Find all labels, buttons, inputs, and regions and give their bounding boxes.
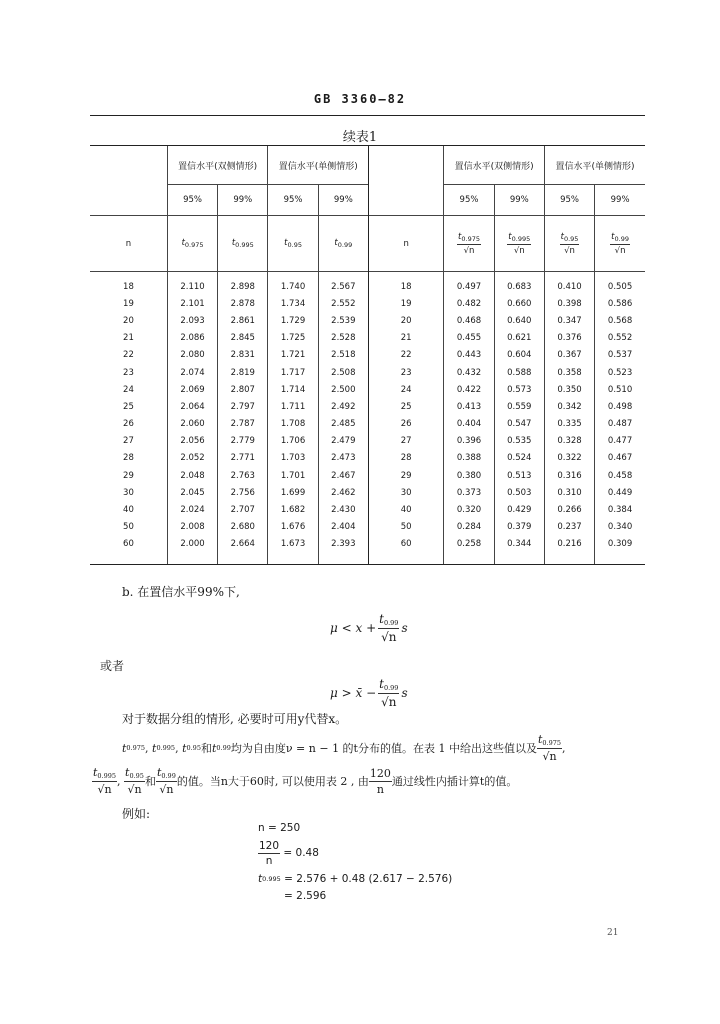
left-one-sided-header: 置信水平(单侧情形) bbox=[268, 146, 369, 185]
table-n-cell: 24 bbox=[123, 384, 134, 395]
explanation-line-2: $\frac{t_{0.995}}{√n}$ , $\frac{t_{0.95}}{√n}$ 和 $\frac{t_{0.99}}{√n}$ 的值。当n大于60时, 可以使用表 2 , 由 $\frac{120}{n}$ 通过线性内插计算t的值。 bbox=[93, 766, 518, 796]
table-value-cell: 0.588 bbox=[494, 364, 544, 381]
table-row bbox=[90, 536, 645, 553]
table-row bbox=[90, 364, 645, 381]
table-value-cell: 2.707 bbox=[218, 501, 268, 518]
table-value-cell: 2.898 bbox=[218, 278, 268, 295]
right-one-sided-header: 置信水平(单侧情形) bbox=[544, 146, 645, 185]
table-value-cell: 2.878 bbox=[218, 295, 268, 312]
table-n-cell: 21 bbox=[123, 333, 134, 344]
table-value-cell: 2.664 bbox=[218, 536, 268, 553]
table-title: 续表1 bbox=[342, 130, 378, 145]
table-value-cell: 0.432 bbox=[444, 364, 494, 381]
table-value-cell: 2.567 bbox=[318, 278, 368, 295]
table-value-cell: 2.518 bbox=[318, 347, 368, 364]
table-value-cell: 2.056 bbox=[167, 433, 217, 450]
table-n-cell: 60 bbox=[123, 539, 134, 550]
table-value-cell: 0.310 bbox=[544, 484, 594, 501]
table-value-cell: 2.045 bbox=[167, 484, 217, 501]
table-value-cell: 0.388 bbox=[444, 450, 494, 467]
table-value-cell: 0.358 bbox=[544, 364, 594, 381]
table-value-cell: 0.342 bbox=[544, 398, 594, 415]
table-value-cell: 2.473 bbox=[318, 450, 368, 467]
table-value-cell: 2.779 bbox=[218, 433, 268, 450]
table-value-cell: 2.093 bbox=[167, 312, 217, 329]
table-n-cell: 20 bbox=[123, 315, 134, 326]
table-row bbox=[90, 484, 645, 501]
table-value-cell: 0.347 bbox=[544, 312, 594, 329]
table-value-cell: 0.266 bbox=[544, 501, 594, 518]
table-value-cell: 0.284 bbox=[444, 519, 494, 536]
table-value-cell: 0.320 bbox=[444, 501, 494, 518]
table-value-cell: 0.396 bbox=[444, 433, 494, 450]
table-n-cell: 20 bbox=[368, 312, 443, 329]
table-value-cell: 2.763 bbox=[218, 467, 268, 484]
left-t-095-header: $t_{0.95}$ bbox=[268, 216, 318, 272]
left-t-099-header: $t_{0.99}$ bbox=[318, 216, 368, 272]
table-n-cell: 29 bbox=[123, 470, 134, 481]
table-value-cell: 0.573 bbox=[494, 381, 544, 398]
table-value-cell: 0.404 bbox=[444, 416, 494, 433]
right-level-95-two-sided: 95% bbox=[444, 185, 494, 216]
table-value-cell: 2.787 bbox=[218, 416, 268, 433]
table-value-cell: 0.547 bbox=[494, 416, 544, 433]
table-value-cell: 0.477 bbox=[595, 433, 645, 450]
table-row bbox=[90, 278, 645, 295]
table-n-cell: 18 bbox=[368, 278, 443, 295]
table-value-cell: 0.258 bbox=[444, 536, 494, 553]
table-value-cell: 0.237 bbox=[544, 519, 594, 536]
table-row bbox=[90, 312, 645, 329]
table-value-cell: 0.568 bbox=[595, 312, 645, 329]
table-value-cell: 0.510 bbox=[595, 381, 645, 398]
table-value-cell: 0.328 bbox=[544, 433, 594, 450]
table-value-cell: 0.640 bbox=[494, 312, 544, 329]
t-distribution-table bbox=[90, 145, 645, 565]
table-n-cell: 40 bbox=[123, 505, 134, 516]
example-calculation bbox=[258, 820, 452, 904]
table-value-cell: 0.586 bbox=[595, 295, 645, 312]
table-value-cell: 2.048 bbox=[167, 467, 217, 484]
table-value-cell: 0.410 bbox=[544, 278, 594, 295]
table-value-cell: 2.797 bbox=[218, 398, 268, 415]
table-value-cell: 0.373 bbox=[444, 484, 494, 501]
table-value-cell: 1.701 bbox=[268, 467, 318, 484]
table-value-cell: 2.000 bbox=[167, 536, 217, 553]
table-value-cell: 2.430 bbox=[318, 501, 368, 518]
table-n-cell: 50 bbox=[368, 519, 443, 536]
table-value-cell: 0.309 bbox=[595, 536, 645, 553]
table-value-cell: 0.429 bbox=[494, 501, 544, 518]
table-value-cell: 2.508 bbox=[318, 364, 368, 381]
right-t-099-header: $\frac{t_{0.99}}{√n}$ bbox=[595, 216, 645, 272]
table-n-cell: 19 bbox=[123, 298, 134, 309]
table-value-cell: 1.729 bbox=[268, 312, 318, 329]
table-n-cell: 30 bbox=[123, 487, 134, 498]
lower-bound-formula: μ > x̄ − $\frac{t_{0.99}}{√n}$ s bbox=[330, 677, 408, 709]
table-value-cell: 0.468 bbox=[444, 312, 494, 329]
calc-line-ratio: $\frac{120}{n}$ = 0.48 bbox=[259, 839, 319, 867]
table-n-cell: 27 bbox=[368, 433, 443, 450]
table-value-cell: 1.717 bbox=[268, 364, 318, 381]
table-n-cell: 24 bbox=[368, 381, 443, 398]
left-level-99-two-sided: 99% bbox=[218, 185, 268, 216]
table-value-cell: 2.024 bbox=[167, 501, 217, 518]
table-value-cell: 0.513 bbox=[494, 467, 544, 484]
table-value-cell: 2.060 bbox=[167, 416, 217, 433]
table-value-cell: 1.682 bbox=[268, 501, 318, 518]
table-value-cell: 1.740 bbox=[268, 278, 318, 295]
table-value-cell: 0.524 bbox=[494, 450, 544, 467]
table-value-cell: 1.673 bbox=[268, 536, 318, 553]
table-value-cell: 0.455 bbox=[444, 330, 494, 347]
table-row bbox=[90, 381, 645, 398]
table-value-cell: 0.380 bbox=[444, 467, 494, 484]
table-value-cell: 0.344 bbox=[494, 536, 544, 553]
table-value-cell: 1.725 bbox=[268, 330, 318, 347]
table-value-cell: 2.500 bbox=[318, 381, 368, 398]
table-value-cell: 0.422 bbox=[444, 381, 494, 398]
table-row bbox=[90, 330, 645, 347]
table-value-cell: 0.503 bbox=[494, 484, 544, 501]
table-n-cell: 60 bbox=[368, 536, 443, 553]
table-value-cell: 2.467 bbox=[318, 467, 368, 484]
table-row bbox=[90, 295, 645, 312]
table-row bbox=[90, 519, 645, 536]
table-n-cell: 26 bbox=[123, 419, 134, 430]
table-n-cell: 21 bbox=[368, 330, 443, 347]
table-value-cell: 0.367 bbox=[544, 347, 594, 364]
table-n-cell: 30 bbox=[368, 484, 443, 501]
table-value-cell: 2.080 bbox=[167, 347, 217, 364]
right-t-0975-header: $\frac{t_{0.975}}{√n}$ bbox=[444, 216, 494, 272]
table-value-cell: 0.683 bbox=[494, 278, 544, 295]
table-value-cell: 0.523 bbox=[595, 364, 645, 381]
table-n-cell: 25 bbox=[123, 401, 134, 412]
calc-line-result: = 2.596 bbox=[284, 890, 327, 902]
table-n-cell: 40 bbox=[368, 501, 443, 518]
table-value-cell: 0.384 bbox=[595, 501, 645, 518]
right-two-sided-header: 置信水平(双侧情形) bbox=[444, 146, 545, 185]
table-value-cell: 2.756 bbox=[218, 484, 268, 501]
table-value-cell: 0.376 bbox=[544, 330, 594, 347]
table-value-cell: 1.734 bbox=[268, 295, 318, 312]
table-value-cell: 2.008 bbox=[167, 519, 217, 536]
left-level-95-one-sided: 95% bbox=[268, 185, 318, 216]
table-row bbox=[90, 501, 645, 518]
table-row bbox=[90, 416, 645, 433]
table-value-cell: 0.216 bbox=[544, 536, 594, 553]
table-value-cell: 2.680 bbox=[218, 519, 268, 536]
table-n-cell: 26 bbox=[368, 416, 443, 433]
table-n-cell: 27 bbox=[123, 436, 134, 447]
table-n-cell: 22 bbox=[368, 347, 443, 364]
table-value-cell: 2.404 bbox=[318, 519, 368, 536]
table-value-cell: 2.771 bbox=[218, 450, 268, 467]
table-value-cell: 0.413 bbox=[444, 398, 494, 415]
table-value-cell: 0.335 bbox=[544, 416, 594, 433]
table-value-cell: 2.069 bbox=[167, 381, 217, 398]
table-value-cell: 0.398 bbox=[544, 295, 594, 312]
table-value-cell: 0.482 bbox=[444, 295, 494, 312]
table-value-cell: 0.535 bbox=[494, 433, 544, 450]
table-value-cell: 0.379 bbox=[494, 519, 544, 536]
table-n-cell: 23 bbox=[368, 364, 443, 381]
right-level-95-one-sided: 95% bbox=[544, 185, 594, 216]
table-row bbox=[90, 467, 645, 484]
left-level-99-one-sided: 99% bbox=[318, 185, 368, 216]
table-value-cell: 2.393 bbox=[318, 536, 368, 553]
header-rule bbox=[90, 115, 645, 116]
table-value-cell: 2.819 bbox=[218, 364, 268, 381]
calc-line-n: n = 250 bbox=[258, 822, 301, 834]
clause-b: b. 在置信水平99%下, bbox=[122, 585, 240, 599]
right-t-095-header: $\frac{t_{0.95}}{√n}$ bbox=[544, 216, 594, 272]
table-n-cell: 19 bbox=[368, 295, 443, 312]
table-value-cell: 1.714 bbox=[268, 381, 318, 398]
table-row bbox=[90, 450, 645, 467]
left-two-sided-header: 置信水平(双侧情形) bbox=[167, 146, 268, 185]
table-value-cell: 0.316 bbox=[544, 467, 594, 484]
table-row bbox=[90, 433, 645, 450]
table-value-cell: 2.807 bbox=[218, 381, 268, 398]
table-value-cell: 2.086 bbox=[167, 330, 217, 347]
table-value-cell: 2.861 bbox=[218, 312, 268, 329]
table-value-cell: 0.621 bbox=[494, 330, 544, 347]
table-value-cell: 0.497 bbox=[444, 278, 494, 295]
table-n-cell: 23 bbox=[123, 367, 134, 378]
right-level-99-two-sided: 99% bbox=[494, 185, 544, 216]
table-value-cell: 0.559 bbox=[494, 398, 544, 415]
table-value-cell: 2.052 bbox=[167, 450, 217, 467]
table-value-cell: 0.449 bbox=[595, 484, 645, 501]
table-value-cell: 2.101 bbox=[167, 295, 217, 312]
table-n-cell: 22 bbox=[123, 350, 134, 361]
table-n-cell: 18 bbox=[123, 281, 134, 292]
table-value-cell: 1.676 bbox=[268, 519, 318, 536]
left-t-0995-header: $t_{0.995}$ bbox=[218, 216, 268, 272]
table-value-cell: 1.706 bbox=[268, 433, 318, 450]
table-value-cell: 2.845 bbox=[218, 330, 268, 347]
table-n-cell: 25 bbox=[368, 398, 443, 415]
table-value-cell: 1.711 bbox=[268, 398, 318, 415]
upper-bound-formula: μ < x + $\frac{t_{0.99}}{√n}$ s bbox=[330, 612, 408, 644]
standard-code-header: GB 3360—82 bbox=[313, 92, 407, 106]
table-value-cell: 2.492 bbox=[318, 398, 368, 415]
table-value-cell: 1.708 bbox=[268, 416, 318, 433]
explanation-line-1: t 0.975 , t 0.995 , t 0.95 和 t 0.99 均为自由度ν = n − 1 的t分布的值。在表 1 中给出这些值以及 $\frac{t_{0.975}}{√n}$ , bbox=[122, 733, 566, 763]
table-value-cell: 0.537 bbox=[595, 347, 645, 364]
left-n-header: n bbox=[90, 216, 167, 272]
table-value-cell: 2.064 bbox=[167, 398, 217, 415]
table-value-cell: 0.443 bbox=[444, 347, 494, 364]
table-value-cell: 2.462 bbox=[318, 484, 368, 501]
left-level-95-two-sided: 95% bbox=[167, 185, 217, 216]
table-row bbox=[90, 398, 645, 415]
table-value-cell: 2.552 bbox=[318, 295, 368, 312]
or-label: 或者 bbox=[100, 659, 125, 673]
table-n-cell: 50 bbox=[123, 522, 134, 533]
right-n-header: n bbox=[368, 216, 443, 272]
table-value-cell: 0.350 bbox=[544, 381, 594, 398]
table-value-cell: 0.340 bbox=[595, 519, 645, 536]
table-value-cell: 2.831 bbox=[218, 347, 268, 364]
table-value-cell: 0.552 bbox=[595, 330, 645, 347]
grouped-data-note: 对于数据分组的情形, 必要时可用y代替x。 bbox=[122, 712, 348, 726]
table-value-cell: 0.604 bbox=[494, 347, 544, 364]
table-value-cell: 2.110 bbox=[167, 278, 217, 295]
right-t-0995-header: $\frac{t_{0.995}}{√n}$ bbox=[494, 216, 544, 272]
table-row bbox=[90, 347, 645, 364]
table-value-cell: 0.467 bbox=[595, 450, 645, 467]
calc-line-t: t 0.995 = 2.576 + 0.48 (2.617 − 2.576) bbox=[258, 873, 453, 885]
table-value-cell: 0.498 bbox=[595, 398, 645, 415]
table-value-cell: 0.458 bbox=[595, 467, 645, 484]
page-number: 21 bbox=[607, 928, 619, 938]
left-t-0975-header: $t_{0.975}$ bbox=[167, 216, 217, 272]
table-value-cell: 2.539 bbox=[318, 312, 368, 329]
table-n-cell: 28 bbox=[123, 453, 134, 464]
table-value-cell: 0.660 bbox=[494, 295, 544, 312]
table-n-cell: 28 bbox=[368, 450, 443, 467]
table-value-cell: 0.487 bbox=[595, 416, 645, 433]
table-value-cell: 2.074 bbox=[167, 364, 217, 381]
table-n-cell: 29 bbox=[368, 467, 443, 484]
table-value-cell: 0.322 bbox=[544, 450, 594, 467]
table-value-cell: 0.505 bbox=[595, 278, 645, 295]
table-value-cell: 2.479 bbox=[318, 433, 368, 450]
table-value-cell: 1.703 bbox=[268, 450, 318, 467]
example-label: 例如: bbox=[122, 807, 151, 821]
table-value-cell: 1.721 bbox=[268, 347, 318, 364]
table-value-cell: 2.485 bbox=[318, 416, 368, 433]
table-value-cell: 1.699 bbox=[268, 484, 318, 501]
table-value-cell: 2.528 bbox=[318, 330, 368, 347]
right-level-99-one-sided: 99% bbox=[595, 185, 645, 216]
